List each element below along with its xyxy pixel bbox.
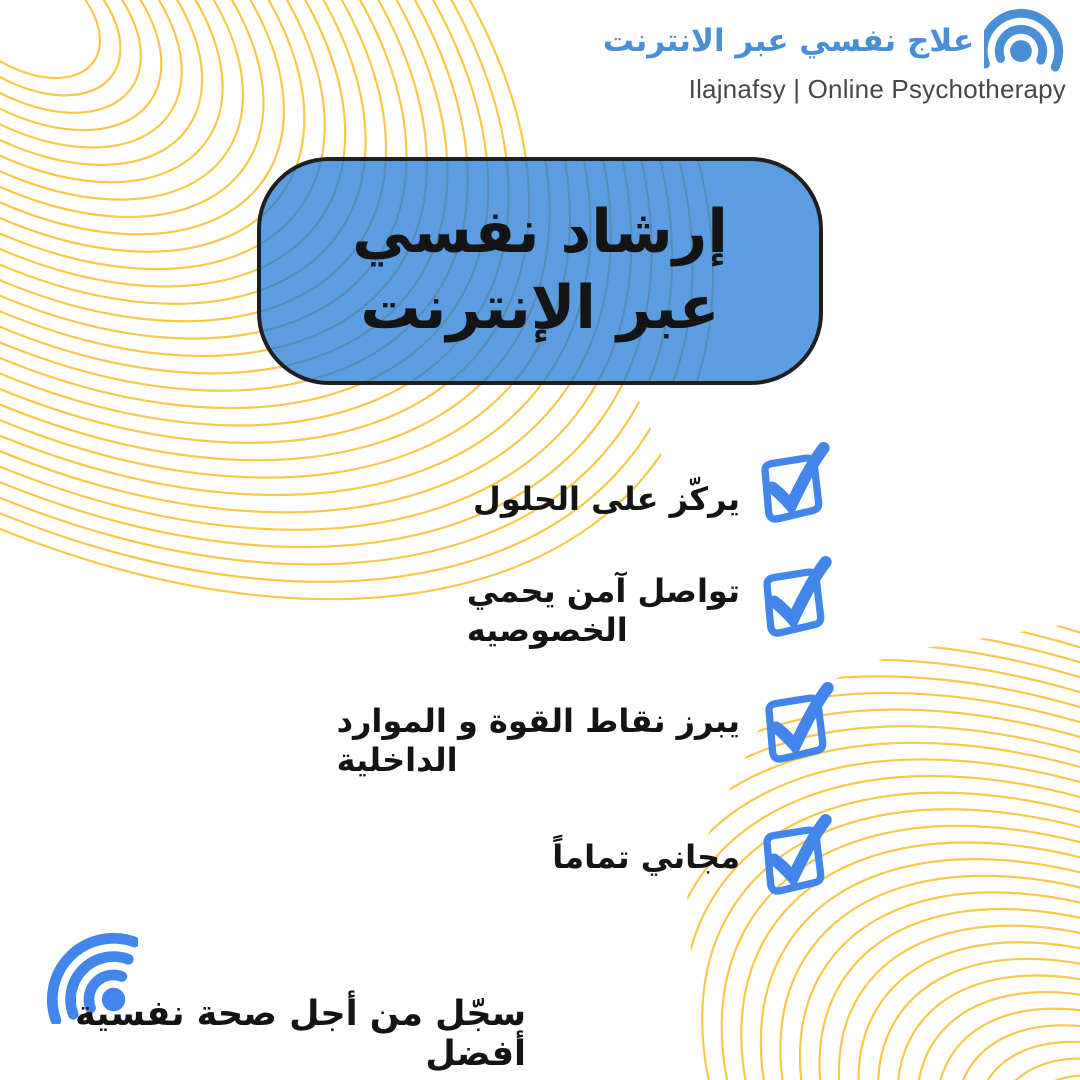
checkbox-checked-icon: [752, 682, 838, 780]
checklist-item-2-text-line1: تواصل آمن يحمي: [466, 572, 740, 610]
checklist-item-3-text-line2: الداخلية: [336, 741, 458, 779]
page-title-line2: عبر الإنترنت: [360, 273, 720, 343]
checklist-item-1: [473, 480, 740, 519]
checklist-item-2-text-line2: الخصوصيه: [466, 611, 628, 649]
brand-name-arabic: علاج نفسي عبر الانترنت: [602, 22, 974, 59]
page-title: [352, 195, 728, 346]
checkbox-checked-icon: [750, 556, 836, 654]
brand-logo-row: [603, 4, 1066, 82]
checkbox-checked-icon: [750, 814, 836, 912]
brand-logo: [603, 4, 1066, 105]
checklist-item-1-text: يركّز على الحلول: [473, 480, 740, 518]
title-card: [257, 157, 823, 385]
page-title-line1: إرشاد نفسي: [352, 197, 728, 268]
checklist-item-3: [337, 702, 740, 780]
signup-cta-text: سجّل من أجل صحة نفسية أفضل: [75, 994, 526, 1074]
checklist-item-4: [552, 838, 740, 877]
checklist-item-4-text: مجاني تماماً: [552, 838, 740, 876]
brand-name-english: Ilajnafsy | Online Psychotherapy: [688, 74, 1066, 104]
checklist-item-2: [467, 572, 740, 650]
broadcast-signal-icon: [984, 4, 1066, 82]
checkbox-checked-icon: [748, 442, 834, 540]
checklist-item-3-text-line1: يبرز نقاط القوة و الموارد: [336, 702, 740, 740]
